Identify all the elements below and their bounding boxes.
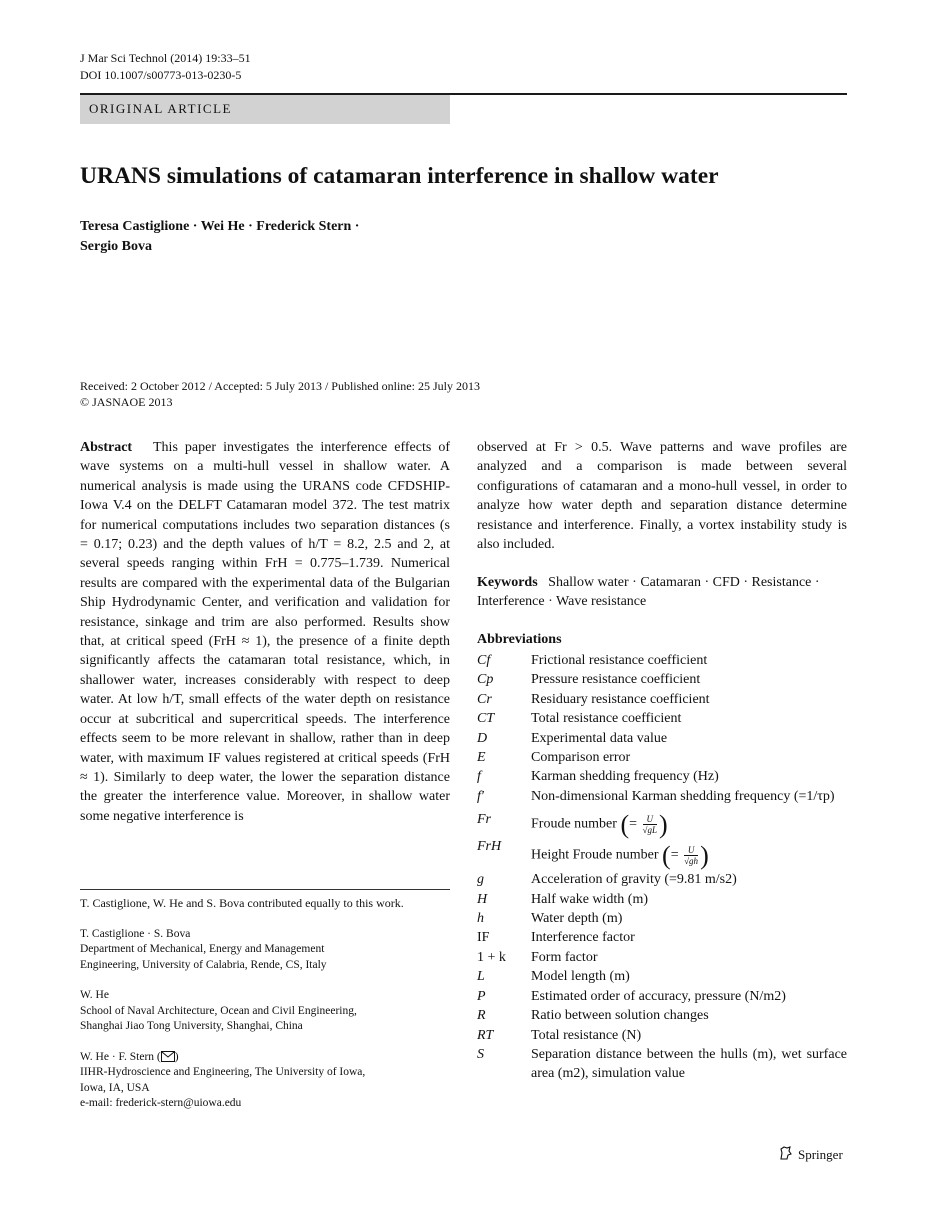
formula-paren: ) — [658, 810, 668, 840]
affiliation-3-line-1: IIHR-Hydroscience and Engineering, The University of Iowa, — [80, 1066, 366, 1078]
abbreviations-list — [477, 651, 847, 1084]
abbreviation-symbol: IF — [477, 930, 490, 946]
paper-title: URANS simulations of catamaran interference in shallow water — [80, 163, 719, 189]
affiliation-3 — [80, 1050, 450, 1112]
abbreviation-definition: Water depth (m) — [531, 911, 623, 927]
affiliation-2-names: W. He — [80, 989, 109, 1001]
abbreviation-definition: Model length (m) — [531, 969, 630, 985]
formula-paren: ) — [700, 841, 709, 871]
abbreviation-row — [477, 948, 847, 967]
envelope-icon[interactable] — [161, 1051, 175, 1062]
abbreviation-definition: Ratio between solution changes — [531, 1008, 709, 1024]
article-type-banner — [80, 95, 450, 124]
affiliation-1 — [80, 927, 450, 974]
abbreviation-symbol: Cp — [477, 672, 494, 688]
abbreviation-symbol: Fr — [477, 812, 491, 828]
abbreviation-definition: Non-dimensional Karman shedding frequency (=1/τp) — [531, 788, 835, 804]
abbreviation-definition: Experimental data value — [531, 730, 668, 746]
abbreviation-definition: Form factor — [531, 949, 598, 965]
publication-dates — [80, 378, 480, 410]
abbreviation-symbol: 1 + k — [477, 949, 506, 965]
abbreviation-definition: Residuary resistance coefficient — [531, 691, 710, 707]
abbreviation-row — [477, 987, 847, 1006]
corresponding-email[interactable]: e-mail: frederick-stern@uiowa.edu — [80, 1097, 242, 1109]
abbreviation-definition: Total resistance (N) — [531, 1027, 642, 1043]
abbreviation-row — [477, 651, 847, 670]
abstract-heading: Abstract — [80, 440, 133, 455]
abbreviation-definition: Half wake width (m) — [531, 891, 649, 907]
affiliation-3-names-close: ) — [174, 1050, 179, 1063]
fr-formula — [643, 814, 657, 835]
formula-paren: ( — [620, 810, 630, 840]
footnotes — [80, 896, 450, 1112]
abbreviation-symbol: H — [477, 891, 488, 907]
abbreviation-symbol: P — [477, 988, 486, 1004]
abbreviation-row — [477, 767, 847, 786]
authors-line-1: Teresa Castiglione · Wei He · Frederick Stern · — [80, 219, 360, 234]
abbreviation-symbol: Cr — [477, 691, 492, 707]
abbreviation-row — [477, 1026, 847, 1045]
frh-formula — [684, 845, 698, 866]
affiliation-1-line-1: Department of Mechanical, Energy and Management — [80, 943, 325, 955]
abbreviation-row — [477, 1045, 847, 1084]
abbreviations-heading: Abbreviations — [477, 632, 562, 647]
abbreviation-symbol: D — [477, 730, 488, 746]
abstract-text-left: This paper investigates the interference effects of wave systems on a multi-hull vessel in shallow water. A numerical analysis is made using the URANS code CFDSHIP-Iowa V.4 on the DELFT Catamaran model 372. The test matrix for numerical computations includes two separation distances (s = 0.17; 0.23) and the depth values of h/T = 8.2, 2.5 and 2, at several speeds ranging within FrH = 0.775–1.739. Numerical results are compared with the experimental data of the Bulgarian Ship Hydrodynamic Center, and verification and validation for resistance, sinkage and trim are also performed. Results show that, at critical speed (FrH ≈ 1), the presence of a finite depth significantly affects the catamaran total resistance, which, in shallower water, increases considerably with respect to deep water. At low h/T, small effects of the water depth on resistance occur at subcritical and supercritical speeds. The interference effects seem to be more relevant in shallow, rather than in deep water, with maximum IF values registered at critical speeds (FrH ≈ 1). Similarly to deep water, the lower the separation distance the greater the interference value. Moreover, in shallow water some negative interference is — [80, 440, 450, 824]
frh-formula-num: U — [684, 845, 698, 856]
frh-formula-den: √gh — [684, 856, 699, 867]
abbreviation-row — [477, 837, 847, 871]
affiliation-1-names: T. Castiglione · S. Bova — [80, 927, 191, 940]
abbreviation-row — [477, 928, 847, 947]
abbreviation-definition: Separation distance between the hulls (m), wet surface area (m2), simulation value — [531, 1046, 847, 1082]
abbreviation-symbol: RT — [477, 1027, 494, 1043]
abstract-left-column — [80, 438, 450, 826]
affiliation-2-line-1: School of Naval Architecture, Ocean and Civil Engineering, — [80, 1004, 357, 1017]
abbreviation-definition: Estimated order of accuracy, pressure (N/m2) — [531, 988, 786, 1004]
abbreviation-definition-group: Height Froude number (= $\frac{U}{√gh}$ ) — [531, 841, 709, 871]
abbreviation-row — [477, 870, 847, 889]
keywords-heading: Keywords — [477, 575, 538, 590]
author-list — [80, 217, 359, 257]
footnote-rule — [80, 889, 450, 890]
abbreviation-symbol: CT — [477, 711, 495, 727]
abbreviation-row — [477, 787, 847, 806]
affiliation-3-line-2: Iowa, IA, USA — [80, 1081, 150, 1094]
article-type: ORIGINAL ARTICLE — [89, 101, 232, 116]
abbreviation-definition: Total resistance coefficient — [531, 711, 682, 727]
journal-citation: J Mar Sci Technol (2014) 19:33–51 — [80, 51, 251, 65]
abbreviation-symbol: E — [477, 750, 486, 766]
dates-line: Received: 2 October 2012 / Accepted: 5 July 2013 / Published online: 25 July 2013 — [80, 379, 480, 393]
abbreviation-symbol: g — [477, 872, 484, 888]
abbreviation-definition: Comparison error — [531, 750, 631, 766]
abbreviation-row — [477, 709, 847, 728]
affiliation-2 — [80, 988, 450, 1035]
abbreviation-row — [477, 690, 847, 709]
doi[interactable]: DOI 10.1007/s00773-013-0230-5 — [80, 68, 242, 82]
abbreviation-definition: Froude number — [531, 816, 617, 832]
abbreviation-row — [477, 890, 847, 909]
abbreviation-symbol: f — [477, 769, 481, 785]
contribution-note: T. Castiglione, W. He and S. Bova contributed equally to this work. — [80, 896, 404, 910]
keywords — [477, 573, 847, 612]
abbreviation-symbol: FrH — [477, 839, 502, 855]
affiliation-3-names — [80, 1050, 450, 1066]
fr-formula-den: √gL — [642, 825, 657, 836]
journal-info — [80, 50, 251, 84]
abbreviation-symbol: h — [477, 911, 484, 927]
abbreviation-symbol: R — [477, 1008, 486, 1024]
affiliation-2-line-2: Shanghai Jiao Tong University, Shanghai, China — [80, 1020, 303, 1032]
abbreviation-row — [477, 810, 847, 840]
publisher-name: Springer — [798, 1147, 843, 1162]
affiliation-1-line-2: Engineering, University of Calabria, Rende, CS, Italy — [80, 958, 327, 971]
abbreviation-symbol: Cf — [477, 653, 491, 668]
abbreviation-definition: Acceleration of gravity (=9.81 m/s2) — [531, 872, 737, 888]
fr-formula-num: U — [643, 814, 657, 825]
springer-horse-icon — [778, 1145, 794, 1165]
abbreviation-row — [477, 670, 847, 689]
keywords-text: Shallow water · Catamaran · CFD · Resistance · Interference · Wave resistance — [477, 575, 820, 610]
abbreviation-row — [477, 909, 847, 928]
abstract-right-column — [477, 438, 847, 554]
authors-line-2: Sergio Bova — [80, 239, 152, 254]
abbreviation-symbol: f′ — [477, 788, 484, 804]
abbreviation-symbol: L — [477, 969, 485, 985]
abstract-text-right: observed at Fr > 0.5. Wave patterns and wave profiles are analyzed and a comparison is made between several configurations of catamaran and a mono-hull vessel, in order to analyze how water depth and separation distance determine resistance and interference. Finally, a vortex instability study is also included. — [477, 440, 847, 553]
abbreviation-row — [477, 729, 847, 748]
formula-paren: ( — [662, 841, 671, 871]
publisher-mark — [778, 1145, 843, 1165]
abbreviation-definition: Pressure resistance coefficient — [531, 672, 701, 688]
abbreviation-row — [477, 967, 847, 986]
abbreviation-definition-group: Froude number (= $\frac{U}{√gL}$ ) — [531, 810, 668, 840]
abbreviation-row — [477, 748, 847, 767]
abbreviation-definition: Interference factor — [531, 930, 635, 946]
abbreviation-symbol: S — [477, 1046, 484, 1062]
affiliation-3-names-text: W. He · F. Stern ( — [80, 1050, 161, 1063]
abbreviation-row — [477, 1006, 847, 1025]
abbreviation-definition: Height Froude number — [531, 847, 659, 863]
abbreviation-definition: Karman shedding frequency (Hz) — [531, 769, 719, 785]
copyright: © JASNAOE 2013 — [80, 395, 173, 409]
abbreviation-definition: Frictional resistance coefficient — [531, 653, 708, 668]
